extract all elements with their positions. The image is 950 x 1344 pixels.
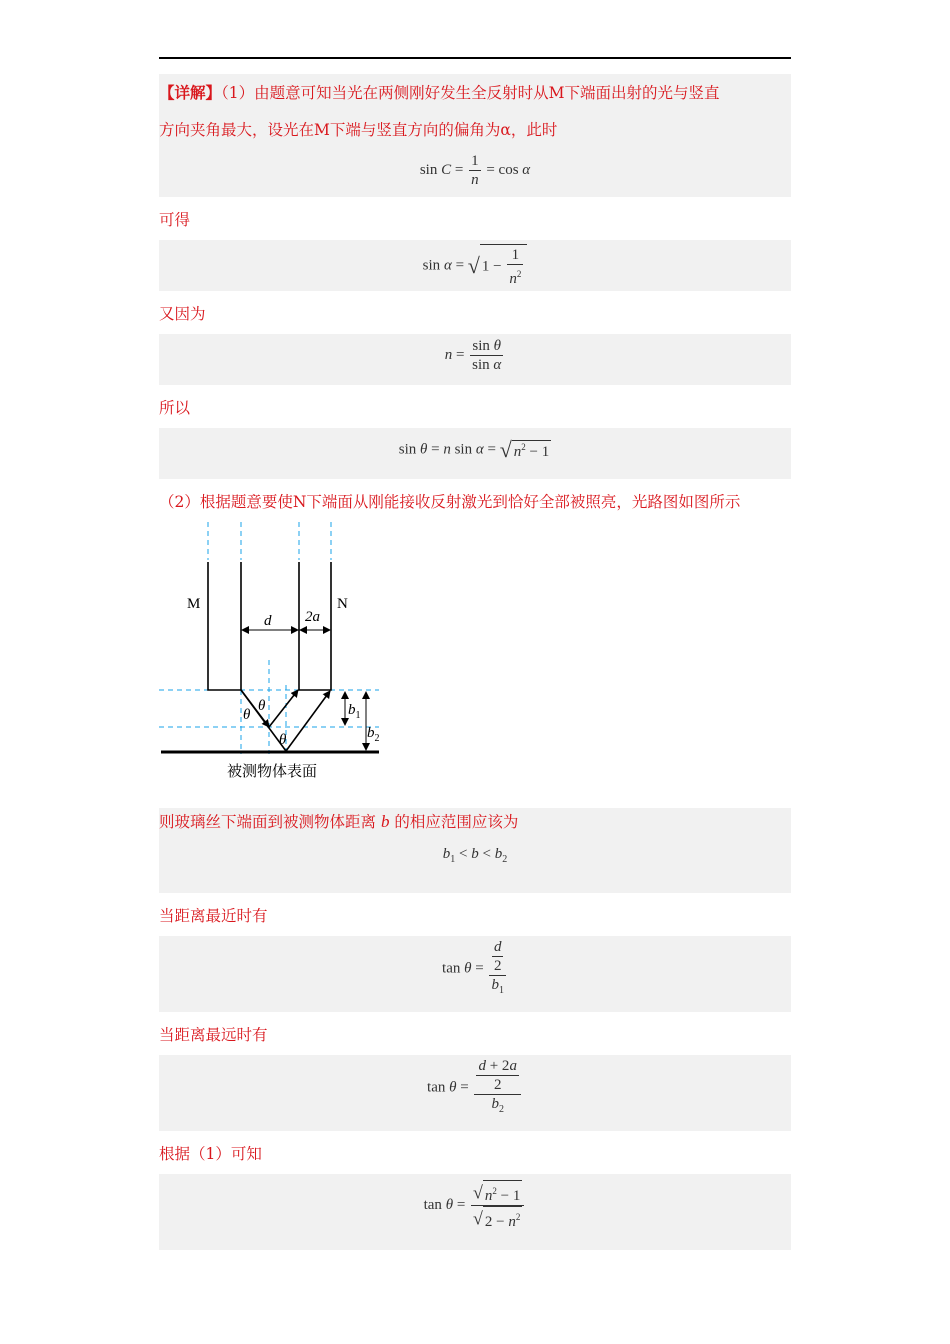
label-b2: $b_2$ — [367, 725, 380, 744]
answer-box-1 — [159, 74, 791, 197]
label-theta-2: θ — [258, 698, 266, 714]
label-nearest: 当距离最近时有 — [159, 907, 268, 925]
equation-tan-near: tan θ = $\frac{\frac{d}{2}}{b_1}$ — [442, 939, 504, 996]
detail-label: 【详解】 — [159, 83, 222, 102]
fiber-m — [208, 562, 241, 690]
answer-box-6 — [159, 936, 791, 1012]
label-b1: $b_1$ — [348, 702, 361, 721]
equation-sinC: sin C = $\frac{1}{n}$ = cos α — [419, 153, 531, 188]
fiber-n — [299, 562, 331, 690]
equation-tan-n: tan θ = $\frac{√ n^2 - 1}{√ 2 - n^2}$ — [159, 1180, 791, 1231]
light-path-diagram — [159, 522, 399, 784]
fiber-extensions — [159, 522, 379, 754]
answer-box-2 — [159, 240, 791, 291]
equation-tan-far: tan θ = $\frac{\frac{d + 2a}{2}}{b_2}$ — [159, 1057, 791, 1119]
answer-box-4 — [159, 428, 791, 479]
part2-text: （2）根据题意要使N下端面从刚能接收反射激光到恰好全部被照亮，光路图如图所示 — [159, 493, 741, 511]
intro-line-2: 方向夹角最大，设光在M下端与竖直方向的偏角为α，此时 — [159, 121, 558, 139]
intro-line-1: （1）由题意可知当光在两侧刚好发生全反射时从M下端面出射的光与竖直 — [221, 84, 720, 102]
range-text: 则玻璃丝下端面到被测物体距离 b 的相应范围应该为 — [159, 812, 519, 831]
label-from1: 根据（1）可知 — [159, 1145, 262, 1163]
label-2a: 2a — [305, 609, 320, 625]
label-suoyi: 所以 — [159, 399, 191, 417]
answer-intro — [159, 74, 791, 149]
label-surface: 被测物体表面 — [227, 762, 318, 780]
label-theta-1: θ — [243, 707, 251, 723]
label-farthest: 当距离最远时有 — [159, 1026, 268, 1044]
label-d: d — [264, 613, 272, 629]
label-n: N — [337, 596, 348, 612]
label-theta-3: θ — [279, 732, 287, 748]
answer-box-8 — [159, 1174, 791, 1250]
equation-sin-theta: sin θ = n sin α = √ $n^2 - 1$ — [398, 437, 550, 462]
equation-n: n = $\frac{\text{sin θ}}{\text{sin α}}$ — [444, 338, 502, 373]
top-rule — [159, 57, 791, 59]
label-kede: 可得 — [159, 211, 191, 229]
answer-box-7 — [159, 1055, 791, 1131]
equation-sin-alpha: sin α = √ 1 − $\frac{1}{n^2}$ — [159, 244, 791, 288]
label-m: M — [187, 596, 201, 612]
equation-range: $b_1 < b < b_2$ — [442, 846, 508, 865]
answer-box-5 — [159, 808, 791, 893]
answer-box-3 — [159, 334, 791, 385]
label-youyinwei: 又因为 — [159, 305, 206, 323]
